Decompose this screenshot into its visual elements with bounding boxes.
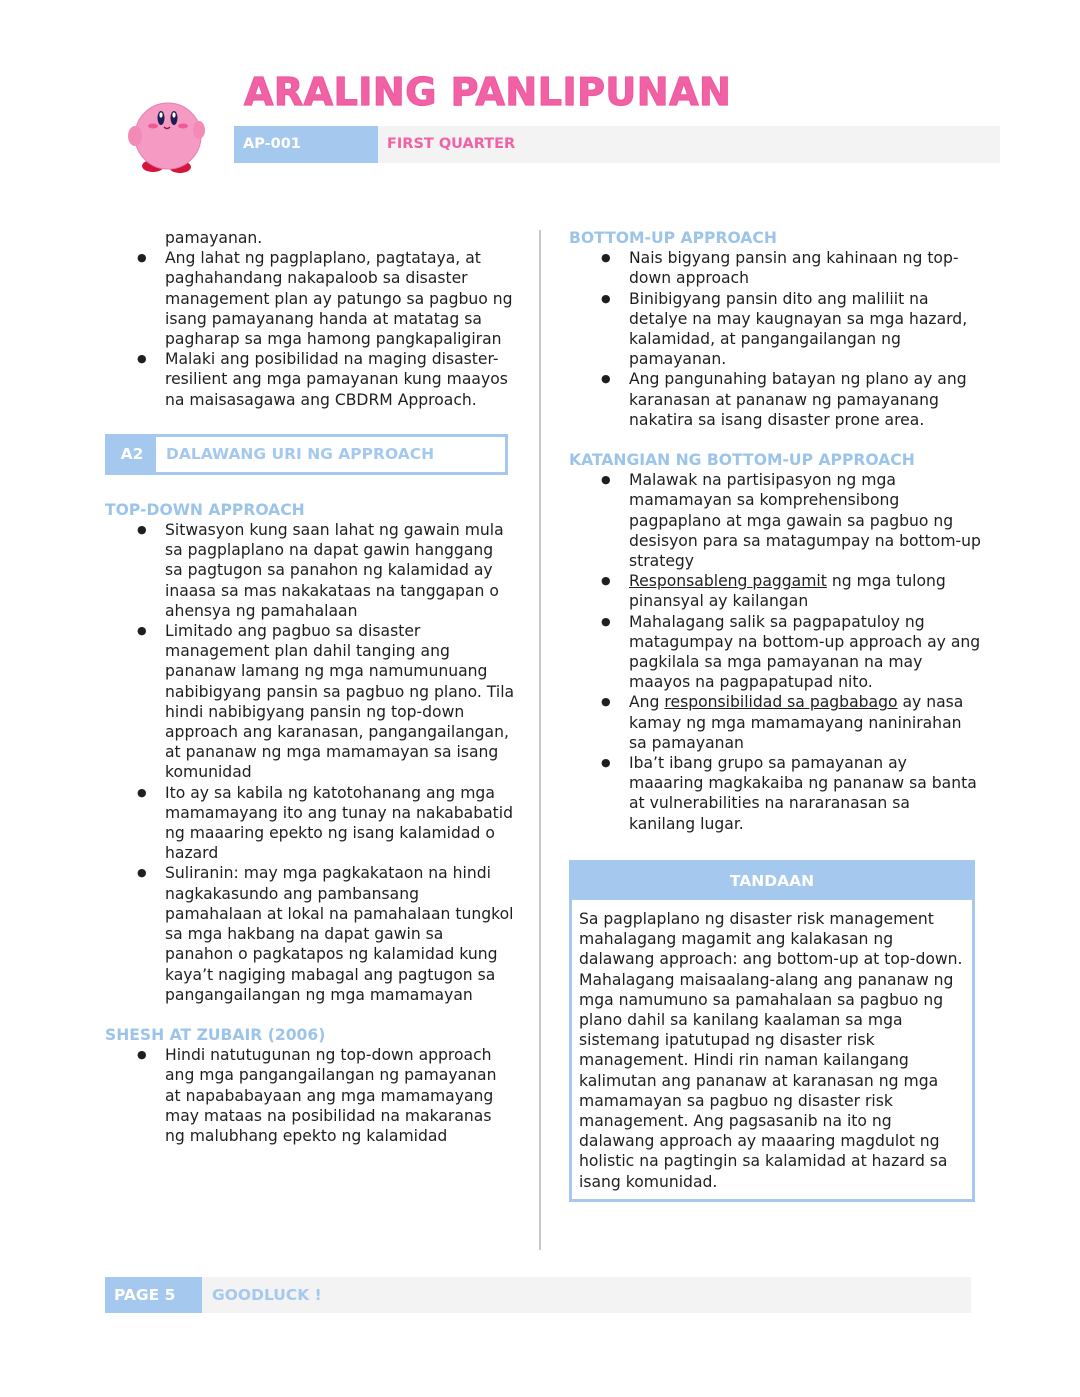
footer-message: GOODLUCK ! [212, 1286, 322, 1304]
topdown-list [105, 520, 515, 1005]
katangian-heading: KATANGIAN NG BOTTOM-UP APPROACH [569, 451, 915, 470]
section-number: A2 [108, 437, 156, 472]
list-item: ● Nais bigyang pansin ang kahinaan ng top-down approach [629, 248, 981, 288]
list-item: ● Iba’t ibang grupo sa pamayanan ay maaaring magkakaiba ng pananaw sa banta at vulnerabilities na nararanasan sa kanilang lugar. [629, 753, 981, 834]
list-item [629, 571, 981, 611]
underlined-term: responsibilidad sa pagbabago [664, 693, 898, 712]
list-item: ● Ang pangunahing batayan ng plano ay ang karanasan at pananaw ng pamayanang nakatira sa isang disaster prone area. [629, 369, 981, 430]
item-text: ng mga tulong pinansyal ay kailangan [629, 572, 946, 611]
section-title: DALAWANG URI NG APPROACH [166, 445, 435, 464]
item-text: ay nasa kamay ng mga mamamayang naninirahan sa pamayanan [629, 693, 964, 752]
intro-list [105, 228, 515, 410]
item-text: Ang [629, 693, 665, 712]
column-divider [539, 230, 541, 1250]
list-item: ● Hindi natutugunan ng top-down approach ang mga pangangailangan ng pamayanan at napababayaan ang mga mamamayang may mataas na posibilidad na makaranas ng malubhang epekto ng kalamidad [165, 1045, 515, 1146]
page-title: ARALING PANLIPUNAN [244, 70, 732, 114]
list-item [629, 692, 981, 753]
shesh-heading: SHESH AT ZUBAIR (2006) [105, 1025, 326, 1044]
page-number-badge: PAGE 5 [105, 1277, 202, 1313]
list-item: ● Limitado ang pagbuo sa disaster management plan dahil tanging ang pananaw lamang ng mga namumunuang nabibigyang pansin sa pagbuo ng plano. Tila hindi nabibigyang pansin ng top-down approach ang karanasan, pangangailangan, at pananaw ng mga mamamayan sa isang komunidad [165, 621, 515, 783]
right-column [569, 228, 981, 1202]
subject-code-badge: AP-001 [234, 126, 378, 163]
section-box-a2 [105, 434, 508, 475]
list-item: ● Sitwasyon kung saan lahat ng gawain mula sa pagplaplano na dapat gawin hanggang sa pagtugon sa panahon ng kalamidad ay inaasa sa mas nakakataas na tanggapan o ahensya ng pamahalaan [165, 520, 515, 621]
left-column [105, 228, 515, 1146]
quarter-label: FIRST QUARTER [387, 136, 516, 152]
underlined-term: Responsableng paggamit [629, 572, 827, 591]
kirby-mascot-icon [126, 100, 210, 176]
list-item: ● Ang lahat ng pagplaplano, pagtataya, at paghahandang nakapaloob sa disaster management plan ay patungo sa pagbuo ng isang pamayanang handa at matatag sa pagharap sa mga hamong pangkapaligiran [165, 248, 515, 349]
list-item: ● Binibigyang pansin dito ang maliliit na detalye na may kaugnayan sa mga hazard, kalamidad, at pangangailangan ng pamayanan. [629, 289, 981, 370]
list-item: pamayanan. [165, 229, 263, 247]
topdown-heading: TOP-DOWN APPROACH [105, 500, 305, 519]
list-item: ● Ito ay sa kabila ng katotohanang ang mga mamamayang ito ang tunay na nakababatid ng maaaring epekto ng isang kalamidad o hazard [165, 783, 515, 864]
bottomup-list [569, 248, 981, 430]
note-body: Sa pagplaplano ng disaster risk management mahalagang magamit ang kalakasan ng dalawang approach: ang bottom-up at top-down. Mahalagang maisaalang-alang ang pananaw ng mga namumuno sa pamahalaan sa pagbuo ng plano dahil sa kanilang kaalaman sa mga sistemang ipatutupad ng disaster risk management. Hindi rin naman kailangang kalimutan ang pananaw at karanasan ng mga mamamayan sa pagbuo ng disaster risk management. Ang pagsasanib na ito ng dalawang approach ay maaaring magdulot ng holistic na pagtingin sa kalamidad at hazard sa isang komunidad. [579, 909, 963, 1191]
list-item: ● Mahalagang salik sa pagpapatuloy ng matagumpay na bottom-up approach ay ang pagkilala sa mga pamayanan na may maayos na pagpapatupad nito. [629, 612, 981, 693]
note-box [569, 860, 975, 1202]
shesh-list [105, 1045, 515, 1146]
note-title: TANDAAN [572, 863, 972, 900]
bottomup-heading: BOTTOM-UP APPROACH [569, 229, 777, 247]
list-item: ● Malawak na partisipasyon ng mga mamamayan sa komprehensibong pagpaplano at mga gawain sa pagbuo ng desisyon para sa matagumpay na bottom-up strategy [629, 470, 981, 571]
list-item: ● Malaki ang posibilidad na maging disaster-resilient ang mga pamayanan kung maayos na maisasagawa ang CBDRM Approach. [165, 349, 515, 410]
katangian-list [569, 470, 981, 834]
list-item: ● Suliranin: may mga pagkakataon na hindi nagkakasundo ang pambansang pamahalaan at lokal na pamahalaan tungkol sa mga hakbang na dapat gawin sa panahon o pagkatapos ng kalamidad kung kaya’t nagiging mabagal ang pagtugon sa pangangailangan ng mga mamamayan [165, 863, 515, 1004]
